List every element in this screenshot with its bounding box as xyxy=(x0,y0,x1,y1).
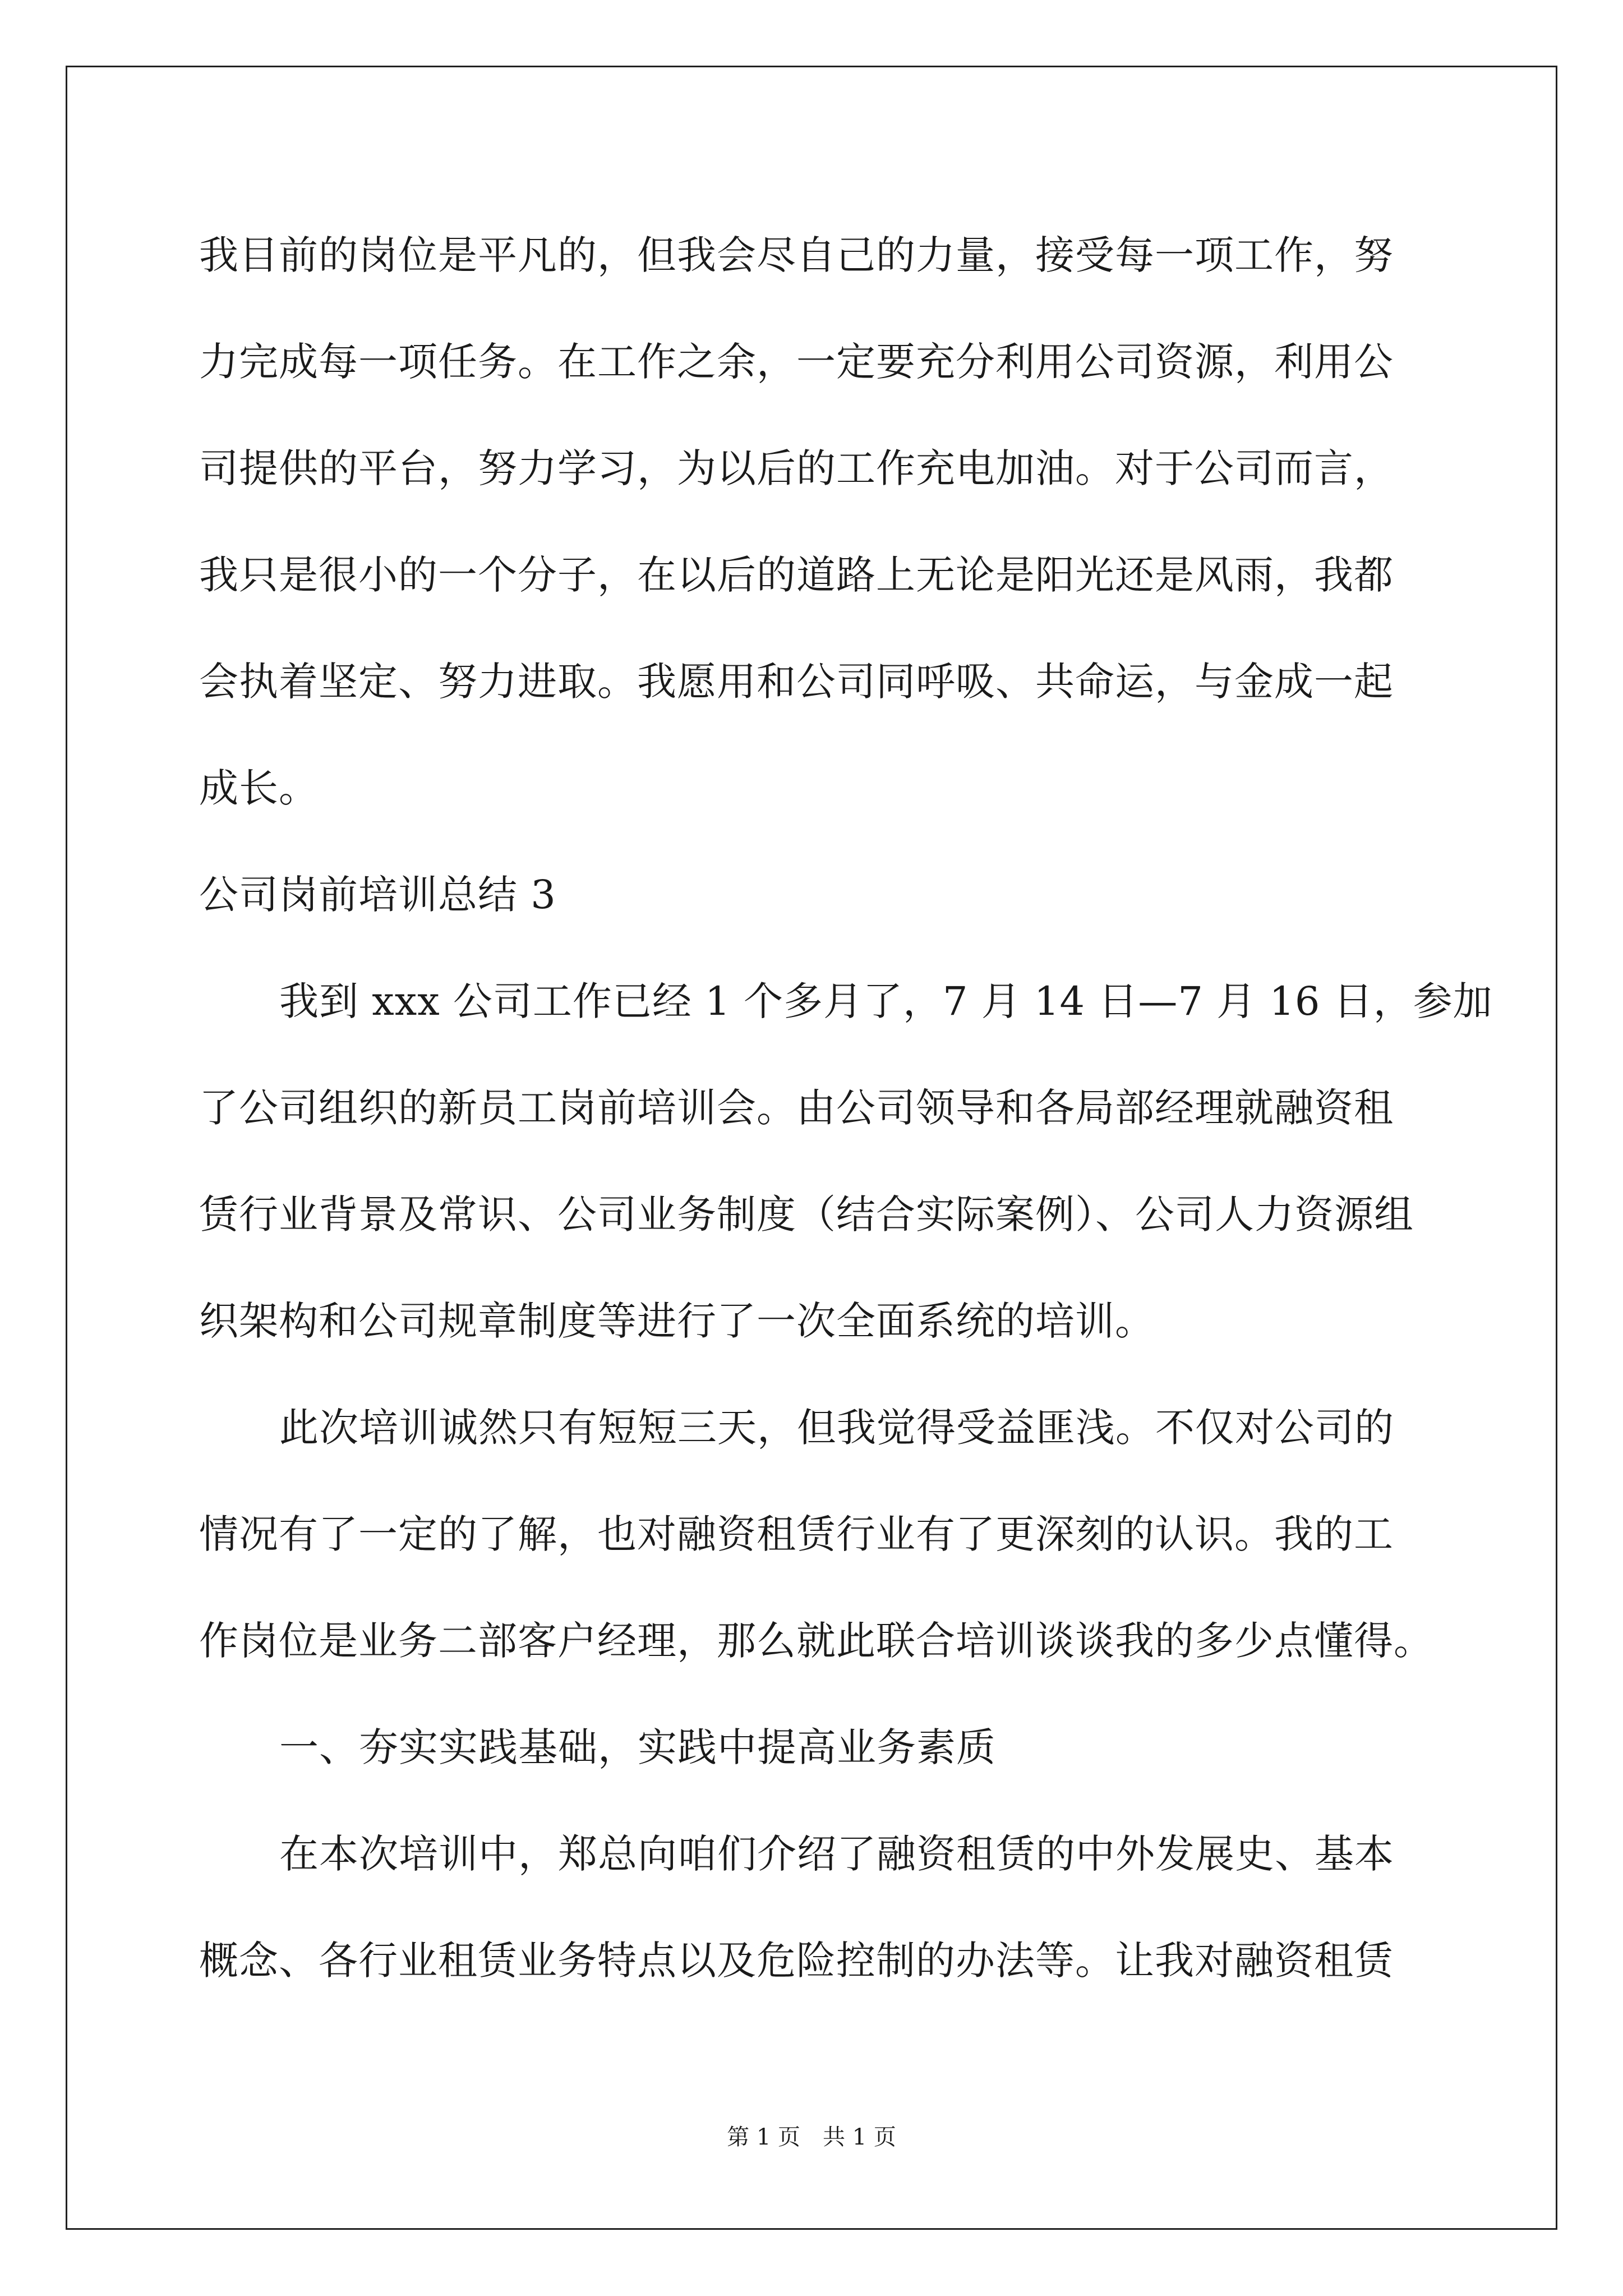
text-line: 织架构和公司规章制度等进行了一次全面系统的培训。 xyxy=(199,1298,1155,1344)
paragraph-first-line: 此次培训诚然只有短短三天，但我觉得受益匪浅。不仅对公司的 xyxy=(279,1405,1394,1451)
page-number: 第 1 页 xyxy=(727,2124,800,2150)
text-line: 成长。 xyxy=(199,765,319,811)
section-title: 公司岗前培训总结 3 xyxy=(199,872,556,918)
page-total: 共 1 页 xyxy=(823,2124,896,2150)
page-footer xyxy=(0,2120,1623,2154)
text-line: 情况有了一定的了解，也对融资租赁行业有了更深刻的认识。我的工 xyxy=(199,1511,1394,1557)
text-line: 作岗位是业务二部客户经理，那么就此联合培训谈谈我的多少点懂得。 xyxy=(199,1618,1433,1664)
paragraph-first-line: 在本次培训中，郑总向咱们介绍了融资租赁的中外发展史、基本 xyxy=(279,1831,1394,1877)
text-line: 我只是很小的一个分子，在以后的道路上无论是阳光还是风雨，我都 xyxy=(199,552,1394,598)
paragraph-first-line: 我到 xxx 公司工作已经 1 个多月了，7 月 14 日—7 月 16 日，参加 xyxy=(279,978,1493,1024)
text-line: 力完成每一项任务。在工作之余，一定要充分利用公司资源，利用公 xyxy=(199,339,1394,385)
text-line: 赁行业背景及常识、公司业务制度（结合实际案例）、公司人力资源组 xyxy=(199,1191,1414,1237)
text-line: 司提供的平台，努力学习，为以后的工作充电加油。对于公司而言， xyxy=(199,445,1394,491)
text-line: 会执着坚定、努力进取。我愿用和公司同呼吸、共命运，与金成一起 xyxy=(199,659,1394,705)
document-body xyxy=(199,202,1493,2014)
subheading: 一、夯实实践基础，实践中提高业务素质 xyxy=(279,1724,996,1770)
text-line: 概念、各行业租赁业务特点以及危险控制的办法等。让我对融资租赁 xyxy=(199,1938,1394,1984)
text-line: 我目前的岗位是平凡的，但我会尽自己的力量，接受每一项工作，努 xyxy=(199,232,1394,278)
text-line: 了公司组织的新员工岗前培训会。由公司领导和各局部经理就融资租 xyxy=(199,1085,1394,1131)
